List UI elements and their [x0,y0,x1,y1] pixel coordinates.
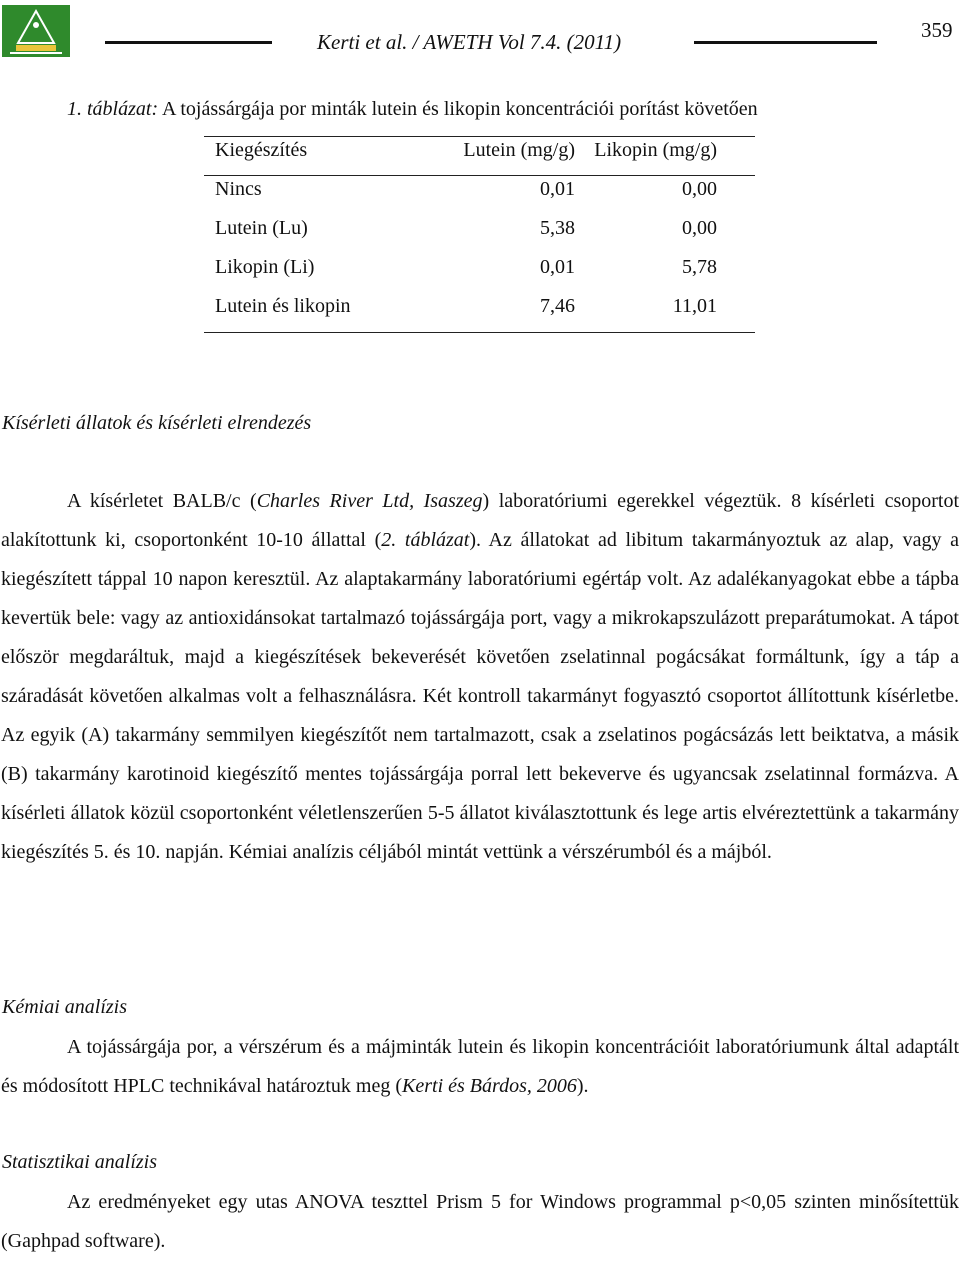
table-header-row [215,131,717,170]
section-heading-statistics: Statisztikai analízis [2,1151,158,1173]
lutein-value: 7,46 [540,295,575,317]
lutein-value: 0,01 [540,178,575,200]
row-label: Nincs [215,178,262,200]
header-rule-right [694,41,877,44]
likopin-value: 11,01 [672,295,717,317]
data-table [215,131,717,326]
table-row [215,287,717,326]
header-cell: Kiegészítés [215,139,308,161]
row-label: Lutein és likopin [215,295,351,317]
row-label: Lutein (Lu) [215,217,308,239]
header-rule-left [105,41,272,44]
table-caption-text: A tojássárgája por minták lutein és likopin koncentrációi porítást követően [158,98,758,120]
table-caption [67,98,758,121]
paragraph-animals: A kísérletet BALB/c (Charles River Ltd, Isaszeg) laboratóriumi egerekkel végeztük. 8 kísérleti csoportot alakítottunk ki, csoportonként 10-10 állattal (2. táblázat). Az állatokat ad libitum takarmányoztuk az alap, vagy a kiegészített táppal 10 napon keresztül. Az alaptakarmány laboratóriumi egértáp volt. Az adalékanyagokat ebbe a tápba kevertük bele: vagy az antioxidánsokat tartalmazó tojássárgája port, vagy a mikrokapszulázott preparátumokat. A tápot először megdaráltuk, majd a kiegészítések bekeverését követően zselatinnal pogácsákat formáltunk, így a táp a száradását követően alkalmas volt a felhasználásra. Két kontroll takarmányt fogyasztó csoportot állítottunk kísérletbe. Az egyik (A) takarmány semmilyen kiegészítőt nem tartalmazott, csak a zselatinos pogácsázás lett beiktatva, a másik (B) takarmány karotinoid kiegészítő mentes tojássárgája porral lett bekeverve és ugyancsak zselatinnal formázva. A kísérleti állatok közül csoportonként véletlenszerűen 5-5 állatot kiválasztottunk és lege artis elvéreztettünk a takarmány kiegészítés 5. és 10. napján. Kémiai analízis céljából mintát vettünk a vérszérumból és a májból. [1,490,960,863]
table-bottom-rule [204,332,755,333]
lutein-value: 0,01 [540,256,575,278]
journal-logo [2,5,70,57]
table-row [215,248,717,287]
likopin-value: 0,00 [682,178,717,200]
section-heading-chemistry: Kémiai analízis [2,996,128,1018]
row-label: Likopin (Li) [215,256,315,278]
table-row [215,170,717,209]
paragraph-statistics: Az eredményeket egy utas ANOVA teszttel Prism 5 for Windows programmal p<0,05 szinten minősítettük (Gaphpad software). [1,1191,959,1252]
likopin-value: 5,78 [682,256,717,278]
page-number: 359 [921,18,953,42]
paragraph-chemistry: A tojássárgája por, a vérszérum és a májminták lutein és likopin koncentrációit laboratóriumunk által adaptált és módosított HPLC technikával határoztuk meg (Kerti és Bárdos, 2006). [1,1036,959,1097]
header-cell: Lutein (mg/g) [463,139,575,161]
section-heading-animals: Kísérleti állatok és kísérleti elrendezés [2,412,312,434]
table-caption-label: 1. táblázat: [67,98,159,120]
lutein-value: 5,38 [540,217,575,239]
header-cell: Likopin (mg/g) [594,139,717,161]
likopin-value: 0,00 [682,217,717,239]
journal-citation: Kerti et al. / AWETH Vol 7.4. (2011) [317,30,622,54]
table-row [215,209,717,248]
